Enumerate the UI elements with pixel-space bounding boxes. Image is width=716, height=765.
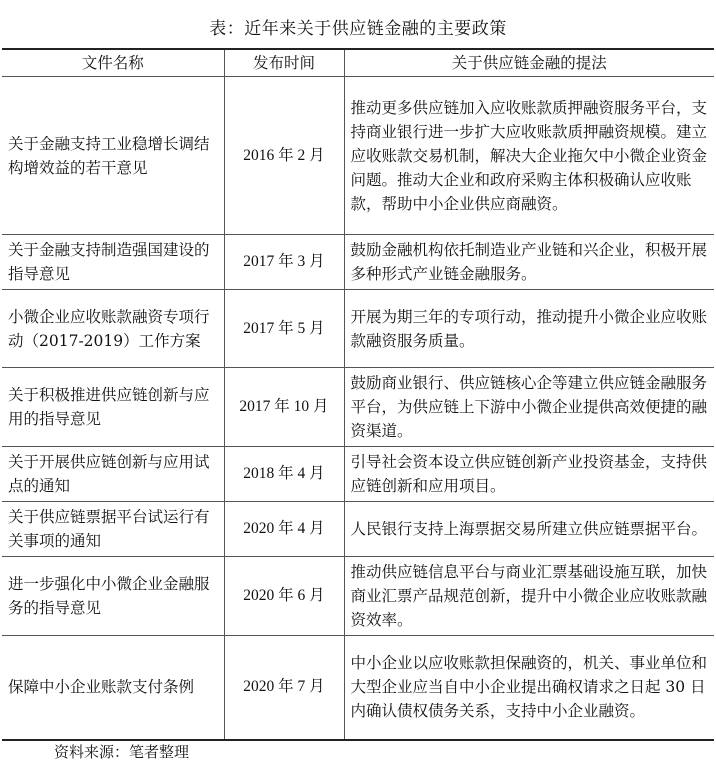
document-name-cell: 关于供应链票据平台试运行有关事项的通知	[2, 502, 224, 557]
statement-cell: 推动供应链信息平台与商业汇票基础设施互联，加快商业汇票产品规范创新，提升中小微企业应收账款融资效率。	[344, 557, 714, 636]
release-date-cell: 2016 年 2 月	[224, 77, 344, 235]
policy-table	[2, 48, 714, 741]
release-date-cell: 2020 年 4 月	[224, 502, 344, 557]
document-name-cell: 关于开展供应链创新与应用试点的通知	[2, 447, 224, 502]
header-document-name: 文件名称	[2, 49, 224, 77]
release-date-cell: 2017 年 3 月	[224, 235, 344, 290]
table-row	[2, 77, 714, 235]
statement-cell: 引导社会资本设立供应链创新产业投资基金，支持供应链创新和应用项目。	[344, 447, 714, 502]
document-name-cell: 进一步强化中小微企业金融服务的指导意见	[2, 557, 224, 636]
table-row	[2, 290, 714, 368]
table-row	[2, 502, 714, 557]
table-row	[2, 235, 714, 290]
table-row	[2, 447, 714, 502]
statement-cell: 推动更多供应链加入应收账款质押融资服务平台，支持商业银行进一步扩大应收账款质押融资规模。建立应收账款交易机制，解决大企业拖欠中小微企业资金问题。推动大企业和政府采购主体积极确认应收账款，帮助中小企业供应商融资。	[344, 77, 714, 235]
document-name-cell: 关于积极推进供应链创新与应用的指导意见	[2, 368, 224, 447]
header-supply-chain-finance-statement: 关于供应链金融的提法	[344, 49, 714, 77]
statement-cell: 人民银行支持上海票据交易所建立供应链票据平台。	[344, 502, 714, 557]
release-date-cell: 2020 年 6 月	[224, 557, 344, 636]
table-header-row	[2, 49, 714, 77]
table-row	[2, 368, 714, 447]
release-date-cell: 2018 年 4 月	[224, 447, 344, 502]
table-row	[2, 636, 714, 740]
document-name-cell: 保障中小企业账款支付条例	[2, 636, 224, 740]
document-name-cell: 关于金融支持工业稳增长调结构增效益的若干意见	[2, 77, 224, 235]
statement-cell: 鼓励金融机构依托制造业产业链和兴企业，积极开展多种形式产业链金融服务。	[344, 235, 714, 290]
document-name-cell: 关于金融支持制造强国建设的指导意见	[2, 235, 224, 290]
statement-cell: 开展为期三年的专项行动，推动提升小微企业应收账款融资服务质量。	[344, 290, 714, 368]
document-name-cell: 小微企业应收账款融资专项行动（2017-2019）工作方案	[2, 290, 224, 368]
statement-cell: 鼓励商业银行、供应链核心企等建立供应链金融服务平台，为供应链上下游中小微企业提供高效便捷的融资渠道。	[344, 368, 714, 447]
release-date-cell: 2017 年 10 月	[224, 368, 344, 447]
header-release-date: 发布时间	[224, 49, 344, 77]
release-date-cell: 2020 年 7 月	[224, 636, 344, 740]
statement-cell: 中小企业以应收账款担保融资的，机关、事业单位和大型企业应当自中小企业提出确权请求之日起 30 日内确认债权债务关系，支持中小企业融资。	[344, 636, 714, 740]
release-date-cell: 2017 年 5 月	[224, 290, 344, 368]
table-row	[2, 557, 714, 636]
table-caption: 表：近年来关于供应链金融的主要政策	[209, 19, 507, 39]
source-note: 资料来源：笔者整理	[54, 743, 190, 761]
